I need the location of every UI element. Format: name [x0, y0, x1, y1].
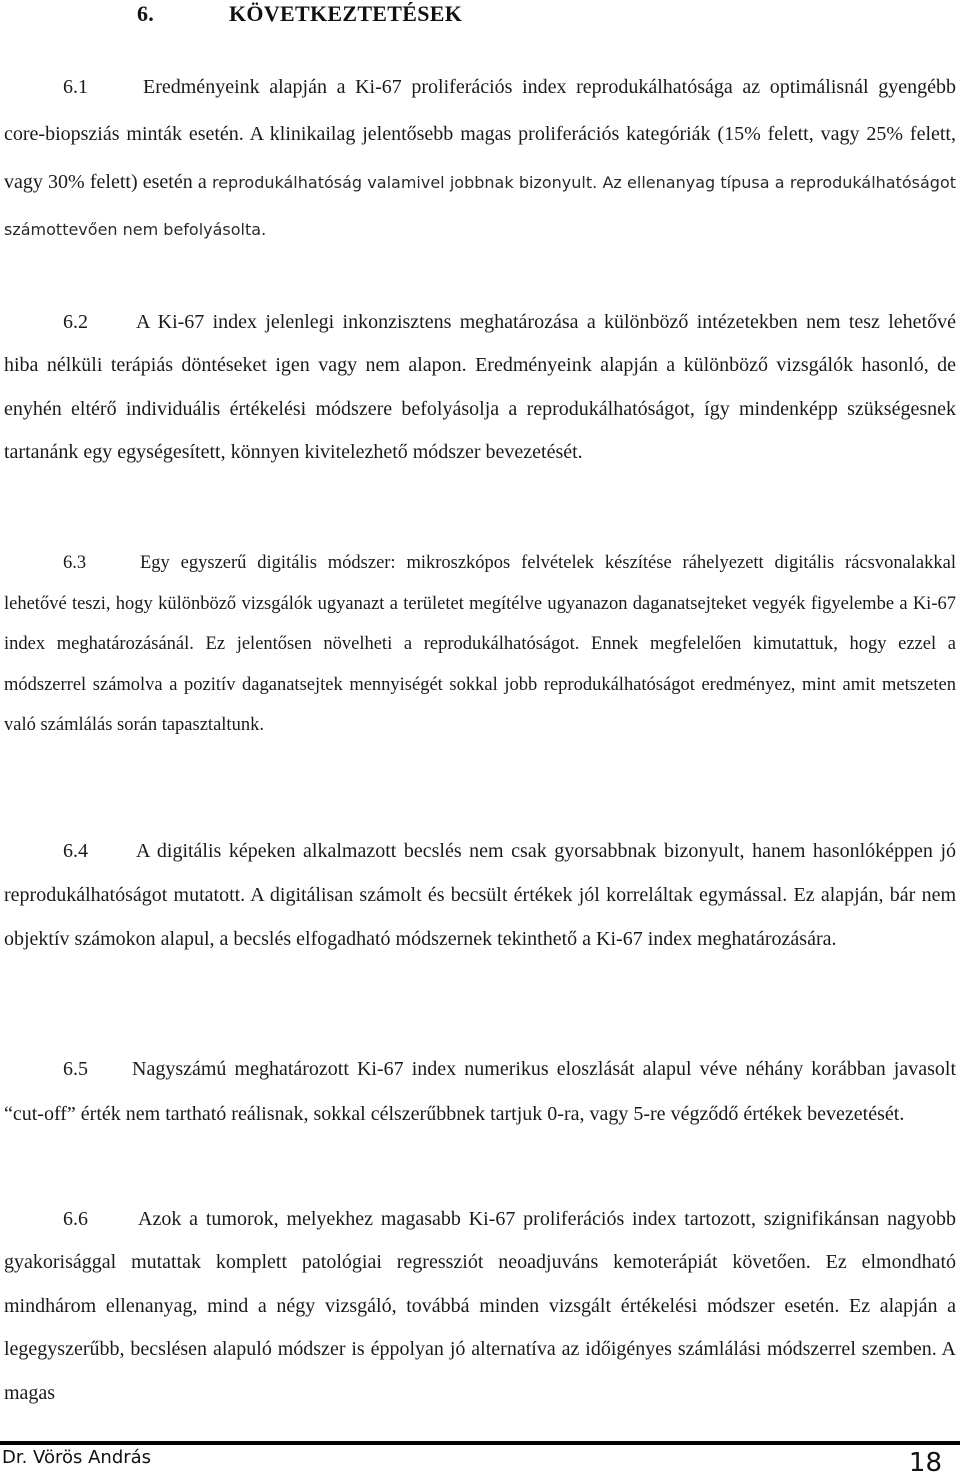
section-text: Egy egyszerű digitális módszer: mikroszkópos felvételek készítése ráhelyezett digitális rácsvonalakkal lehetővé teszi, hogy különböző vizsgálók ugyanazt a területet megítélve ugyanazon daganatsejteket vegyék figyelembe a Ki-67 index meghatározásánál. Ez jelentősen növelheti a reprodukálhatóságot. Ennek megfelelően kimutattuk, hogy ezzel a módszerrel számolva a pozitív daganatsejtek mennyiségét sokkal jobb reprodukálhatóságot eredményez, mint amit metszeten való számlálás során tapasztaltunk.: [4, 553, 956, 735]
section-number: 6.1: [63, 76, 88, 98]
section-number: 6.4: [63, 840, 88, 862]
page-number: 18: [908, 1448, 942, 1478]
section-6-1: [4, 64, 956, 253]
section-text: Eredményeink alapján a Ki-67 proliferációs index reprodukálhatósága az optimálisnál gyengébb core-biopsziás minták esetén. A klinikailag jelentősebb magas proliferációs kategóriák (15% felett, vagy 25% felett, vagy 30% felett) esetén a: [4, 76, 956, 193]
section-number: 6.2: [63, 311, 88, 333]
section-text: Nagyszámú meghatározott Ki-67 index numerikus eloszlását alapul véve néhány korábban javasolt “cut-off” érték nem tartható reálisnak, sokkal célszerűbbnek tartjuk 0-ra, vagy 5-re végződő értékek bevezetését.: [4, 1058, 956, 1125]
chapter-title: KÖVETKEZTETÉSEK: [229, 1, 463, 26]
footer-author: Dr. Vörös András: [2, 1447, 152, 1468]
section-6-2: [4, 301, 956, 474]
section-text: A Ki-67 index jelenlegi inkonzisztens meghatározása a különböző intézetekben nem tesz lehetővé hiba nélküli terápiás döntéseket igen vagy nem alapon. Eredményeink alapján a különböző vizsgálók hasonló, de enyhén eltérő individuális értékelési módszere befolyásolja a reprodukálhatóságot, így mindenképp szükségesnek tartanánk egy egységesített, könnyen kivitelezhető módszer bevezetését.: [4, 311, 956, 463]
chapter-heading: [137, 1, 462, 27]
section-number: 6.3: [63, 553, 87, 573]
section-6-6: [4, 1198, 956, 1415]
section-6-3: [4, 543, 956, 746]
section-number: 6.5: [63, 1058, 88, 1080]
section-number: 6.6: [63, 1208, 88, 1230]
section-text-sans: reprodukálhatóság valamivel jobbnak bizonyult. Az ellenanyag típusa a reprodukálhatóságot számottevően nem befolyásolta.: [4, 172, 957, 239]
section-6-5: [4, 1047, 956, 1136]
section-6-4: [4, 830, 956, 961]
section-text: A digitális képeken alkalmazott becslés nem csak gyorsabbnak bizonyult, hanem hasonlóképpen jó reprodukálhatóságot mutatott. A digitálisan számolt és becsült értékek jól korreláltak egymással. Ez alapján, bár nem objektív számokon alapul, a becslés elfogadható módszernek tekinthető a Ki-67 index meghatározására.: [4, 840, 956, 950]
section-text: Azok a tumorok, melyekhez magasabb Ki-67 proliferációs index tartozott, szignifikánsan nagyobb gyakorisággal mutattak komplett patológiai regressziót neoadjuváns kemoterápiát követően. Ez elmondható mindhárom ellenanyag, mind a négy vizsgáló, továbbá minden vizsgált értékelési módszer esetén. Ez alapján a legegyszerűbb, becslésen alapuló módszer is éppolyan jó alternatíva az időigényes számlálási módszerrel szemben. A magas: [4, 1208, 956, 1404]
chapter-number: 6.: [137, 1, 155, 26]
footer-divider: [0, 1441, 960, 1445]
